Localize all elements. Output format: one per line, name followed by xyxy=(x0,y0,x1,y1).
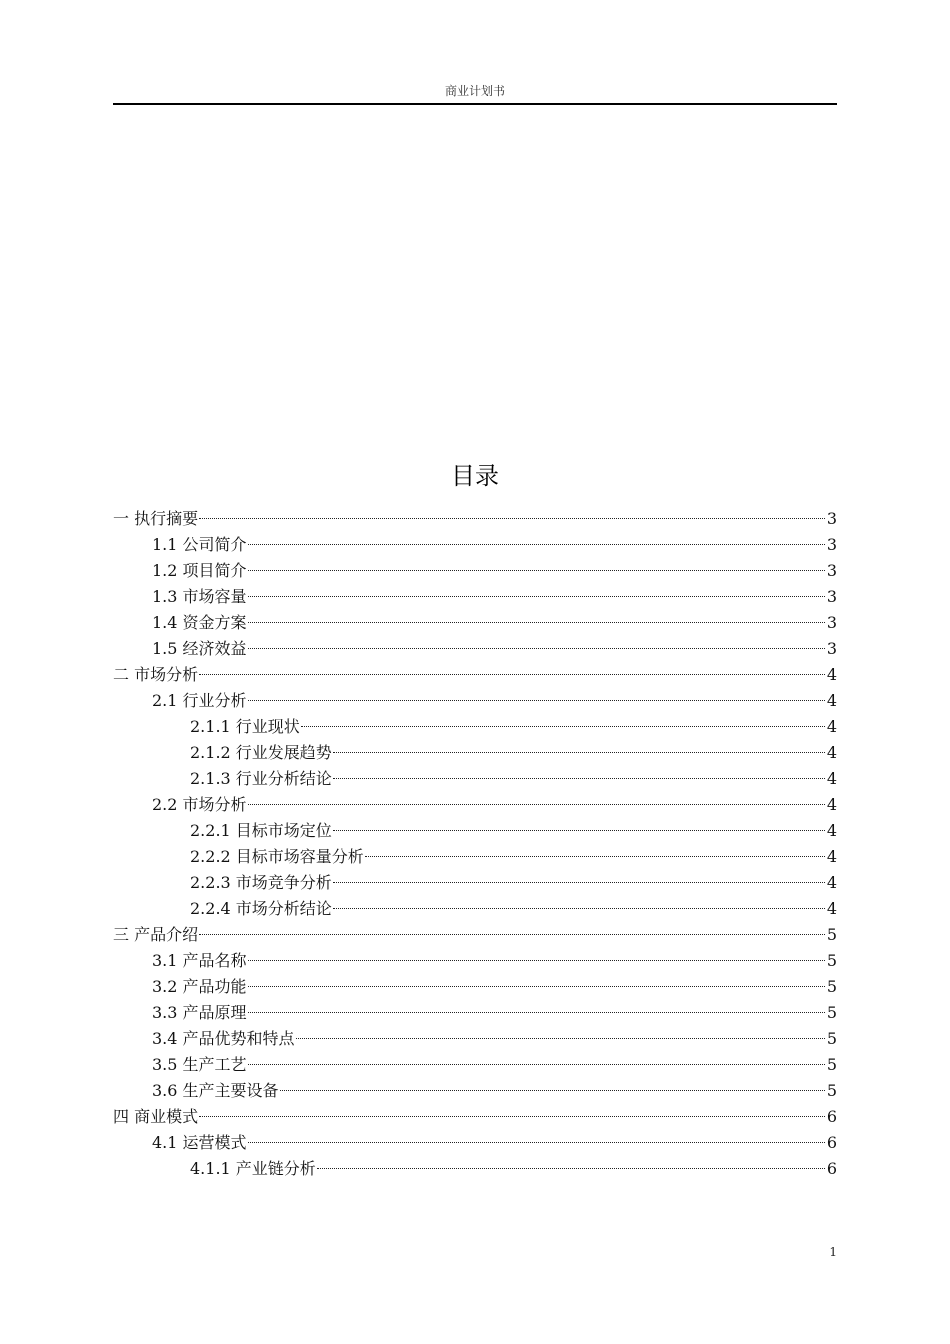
toc-entry-page: 4 xyxy=(826,873,837,892)
toc-entry-label: 2.2.2 目标市场容量分析 xyxy=(190,847,364,866)
toc-entry-page: 3 xyxy=(826,561,837,580)
toc-entry[interactable] xyxy=(113,584,837,610)
toc-entry-page: 5 xyxy=(826,951,837,970)
page-number: 1 xyxy=(829,1245,837,1259)
toc-dot-leader xyxy=(296,1037,825,1039)
toc-entry-label: 1.2 项目简介 xyxy=(152,561,247,580)
toc-entry-page: 5 xyxy=(826,925,837,944)
toc-entry-label: 3.6 生产主要设备 xyxy=(152,1081,279,1100)
page-header-title: 商业计划书 xyxy=(444,84,505,98)
toc-entry-label: 2.1.1 行业现状 xyxy=(190,717,300,736)
toc-dot-leader xyxy=(248,569,825,571)
toc-dot-leader xyxy=(333,829,825,831)
toc-entry-page: 6 xyxy=(826,1107,837,1126)
toc-entry-page: 5 xyxy=(826,1003,837,1022)
toc-dot-leader xyxy=(301,725,825,727)
toc-dot-leader xyxy=(248,647,825,649)
toc-entry-page: 5 xyxy=(826,1081,837,1100)
toc-entry-page: 3 xyxy=(826,613,837,632)
toc-entry-label: 4.1 运营模式 xyxy=(152,1133,247,1152)
toc-dot-leader xyxy=(248,621,825,623)
toc-entry-page: 4 xyxy=(826,899,837,918)
toc-entry-label: 2.2 市场分析 xyxy=(152,795,247,814)
toc-dot-leader xyxy=(248,1063,825,1065)
toc-entry[interactable] xyxy=(113,1078,837,1104)
toc-entry[interactable] xyxy=(113,1026,837,1052)
toc-entry[interactable] xyxy=(113,714,837,740)
toc-entry[interactable] xyxy=(113,532,837,558)
toc-dot-leader xyxy=(199,1115,825,1117)
toc-entry[interactable] xyxy=(113,610,837,636)
toc-entry[interactable] xyxy=(113,922,837,948)
toc-dot-leader xyxy=(199,933,825,935)
toc-entry[interactable] xyxy=(113,1156,837,1182)
toc-entry-page: 6 xyxy=(826,1159,837,1178)
toc-entry[interactable] xyxy=(113,1130,837,1156)
toc-dot-leader xyxy=(333,881,825,883)
toc-dot-leader xyxy=(248,985,825,987)
table-of-contents xyxy=(113,506,837,1182)
toc-entry[interactable] xyxy=(113,1000,837,1026)
toc-entry-label: 1.5 经济效益 xyxy=(152,639,247,658)
toc-entry[interactable] xyxy=(113,636,837,662)
toc-entry-label: 4.1.1 产业链分析 xyxy=(190,1159,316,1178)
toc-entry-page: 5 xyxy=(826,1029,837,1048)
toc-entry[interactable] xyxy=(113,948,837,974)
toc-dot-leader xyxy=(248,1141,825,1143)
toc-dot-leader xyxy=(248,1011,825,1013)
header-divider xyxy=(113,103,837,105)
toc-dot-leader xyxy=(248,699,825,701)
toc-entry-page: 3 xyxy=(826,587,837,606)
toc-entry[interactable] xyxy=(113,766,837,792)
toc-entry-label: 1.1 公司简介 xyxy=(152,535,247,554)
toc-entry-page: 3 xyxy=(826,639,837,658)
toc-entry[interactable] xyxy=(113,792,837,818)
toc-entry-label: 2.1 行业分析 xyxy=(152,691,247,710)
toc-entry-page: 4 xyxy=(826,795,837,814)
toc-entry[interactable] xyxy=(113,740,837,766)
toc-entry-label: 1.3 市场容量 xyxy=(152,587,247,606)
toc-entry-page: 3 xyxy=(826,535,837,554)
toc-entry[interactable] xyxy=(113,818,837,844)
toc-dot-leader xyxy=(199,517,825,519)
toc-entry-page: 3 xyxy=(826,509,837,528)
toc-entry-label: 2.2.1 目标市场定位 xyxy=(190,821,332,840)
toc-dot-leader xyxy=(317,1167,825,1169)
toc-entry-label: 一 执行摘要 xyxy=(113,509,199,528)
toc-entry-label: 2.1.2 行业发展趋势 xyxy=(190,743,332,762)
toc-dot-leader xyxy=(280,1089,825,1091)
toc-entry-label: 2.2.4 市场分析结论 xyxy=(190,899,332,918)
toc-entry[interactable] xyxy=(113,558,837,584)
toc-entry[interactable] xyxy=(113,688,837,714)
toc-dot-leader xyxy=(333,907,825,909)
toc-entry[interactable] xyxy=(113,506,837,532)
toc-entry[interactable] xyxy=(113,1104,837,1130)
toc-entry-label: 3.3 产品原理 xyxy=(152,1003,247,1022)
toc-title: 目录 xyxy=(451,462,499,490)
toc-entry-page: 4 xyxy=(826,821,837,840)
toc-dot-leader xyxy=(248,803,825,805)
toc-entry-label: 3.5 生产工艺 xyxy=(152,1055,247,1074)
toc-dot-leader xyxy=(248,543,825,545)
toc-entry-page: 4 xyxy=(826,665,837,684)
toc-entry-label: 3.2 产品功能 xyxy=(152,977,247,996)
toc-entry-label: 四 商业模式 xyxy=(113,1107,199,1126)
toc-entry-page: 4 xyxy=(826,847,837,866)
toc-entry[interactable] xyxy=(113,662,837,688)
toc-dot-leader xyxy=(199,673,825,675)
toc-entry[interactable] xyxy=(113,896,837,922)
toc-entry-page: 4 xyxy=(826,691,837,710)
toc-entry-label: 3.1 产品名称 xyxy=(152,951,247,970)
toc-entry-label: 三 产品介绍 xyxy=(113,925,199,944)
toc-entry-label: 3.4 产品优势和特点 xyxy=(152,1029,295,1048)
toc-entry-page: 5 xyxy=(826,1055,837,1074)
toc-dot-leader xyxy=(333,751,825,753)
toc-entry-page: 4 xyxy=(826,743,837,762)
toc-dot-leader xyxy=(333,777,825,779)
toc-entry-page: 4 xyxy=(826,769,837,788)
toc-entry-label: 1.4 资金方案 xyxy=(152,613,247,632)
toc-entry[interactable] xyxy=(113,870,837,896)
toc-entry-label: 2.1.3 行业分析结论 xyxy=(190,769,332,788)
toc-dot-leader xyxy=(248,595,825,597)
toc-entry[interactable] xyxy=(113,974,837,1000)
toc-entry-page: 4 xyxy=(826,717,837,736)
toc-entry-label: 二 市场分析 xyxy=(113,665,199,684)
toc-entry-label: 2.2.3 市场竞争分析 xyxy=(190,873,332,892)
toc-entry-page: 5 xyxy=(826,977,837,996)
toc-entry[interactable] xyxy=(113,1052,837,1078)
toc-entry-page: 6 xyxy=(826,1133,837,1152)
toc-dot-leader xyxy=(365,855,825,857)
toc-dot-leader xyxy=(248,959,825,961)
toc-entry[interactable] xyxy=(113,844,837,870)
